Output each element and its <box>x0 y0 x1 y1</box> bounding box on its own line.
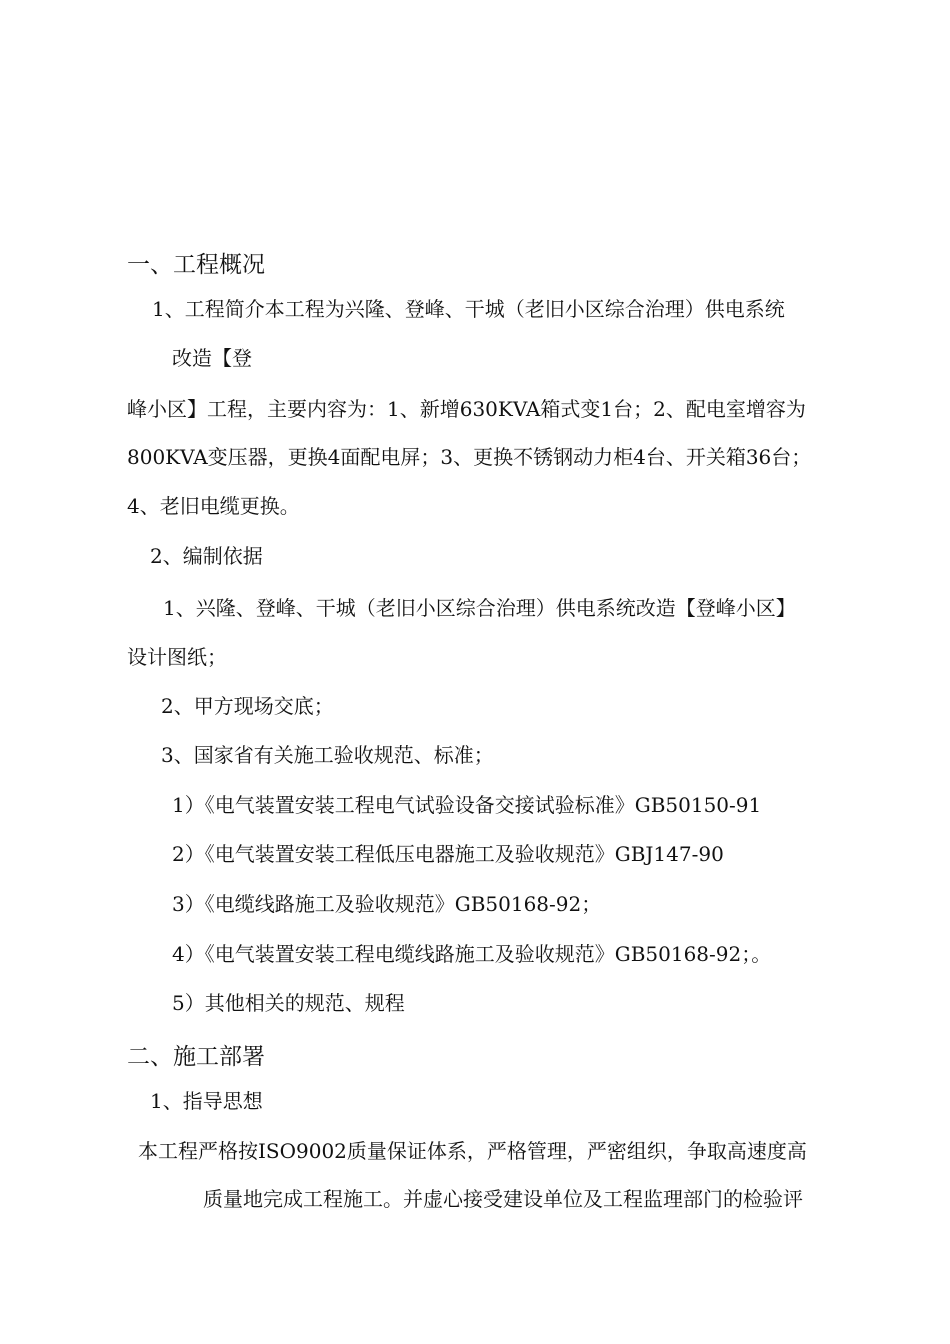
intro-line-4: 800KVA变压器，更换4面配电屏；3、更换不锈钢动力柜4台、开关箱36台； <box>127 445 812 469</box>
basis-item-3: 3、国家省有关施工验收规范、标准； <box>161 743 494 767</box>
basis-item-1-line-1: 1、兴隆、登峰、干城（老旧小区综合治理）供电系统改造【登峰小区】 <box>163 596 796 620</box>
guide-line-1: 本工程严格按ISO9002质量保证体系，严格管理，严密组织，争取高速度高 <box>138 1139 807 1163</box>
standard-item: 2）《电气装置安装工程低压电器施工及验收规范》GBJ147-90 <box>172 842 724 866</box>
basis-item-2: 2、甲方现场交底； <box>161 694 334 718</box>
basis-heading: 2、编制依据 <box>150 544 263 568</box>
basis-item-1-line-2: 设计图纸； <box>127 645 227 669</box>
standard-item: 1）《电气装置安装工程电气试验设备交接试验标准》GB50150-91 <box>172 793 762 817</box>
standard-item: 3）《电缆线路施工及验收规范》GB50168-92； <box>172 892 602 916</box>
guide-line-2: 质量地完成工程施工。并虚心接受建设单位及工程监理部门的检验评 <box>203 1187 803 1211</box>
section-heading-overview: 一、工程概况 <box>127 252 265 278</box>
intro-line-3: 峰小区】工程，主要内容为：1、新增630KVA箱式变1台；2、配电室增容为 <box>127 397 806 421</box>
guide-heading: 1、指导思想 <box>150 1089 263 1113</box>
intro-line-2: 改造【登 <box>172 346 252 370</box>
section-heading-deployment: 二、施工部署 <box>127 1044 265 1070</box>
intro-line-5: 4、老旧电缆更换。 <box>127 494 300 518</box>
intro-line-1: 1、工程简介本工程为兴隆、登峰、干城（老旧小区综合治理）供电系统 <box>152 297 785 321</box>
standard-item: 5）其他相关的规范、规程 <box>172 991 405 1015</box>
standard-item: 4）《电气装置安装工程电缆线路施工及验收规范》GB50168-92；。 <box>172 942 772 966</box>
